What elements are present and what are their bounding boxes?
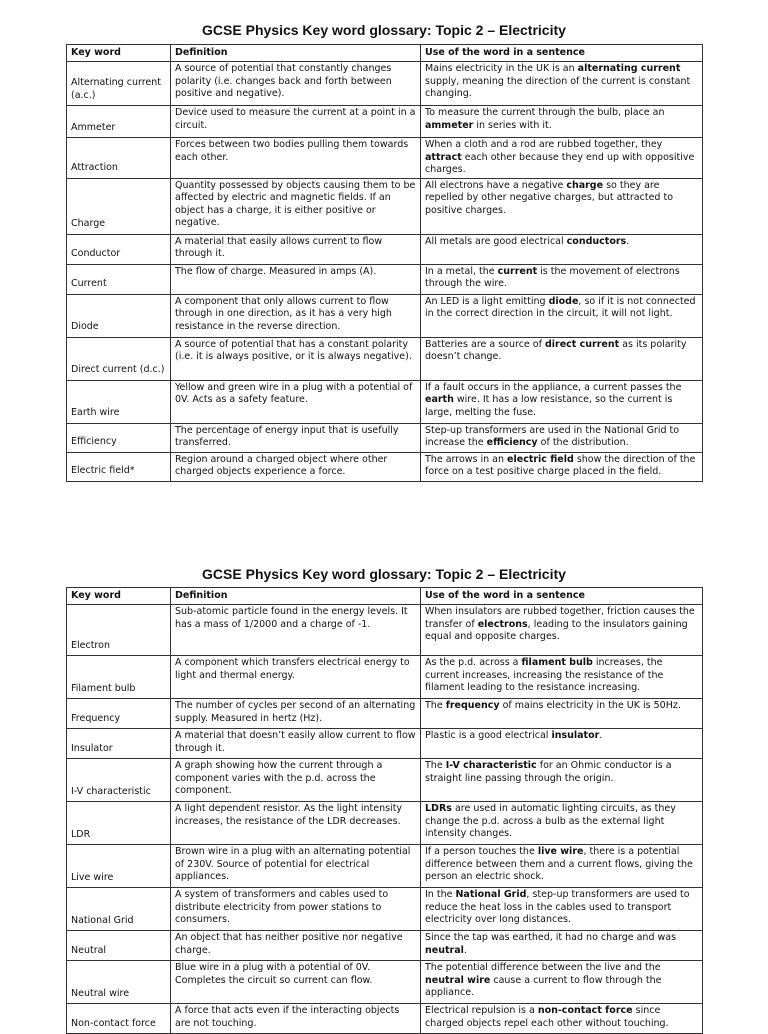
sentence-text: , so if it is not connected in the correct direction in the circuit, it will not light. [425, 295, 696, 319]
key-word-cell: Earth wire [67, 380, 171, 423]
definition-cell: A source of potential that has a constant polarity (i.e. it is always positive, or it is always negative). [171, 337, 421, 380]
definition-cell: A source of potential that constantly changes polarity (i.e. changes back and forth between positive and negative). [171, 62, 421, 106]
key-word-highlight: electric field [507, 453, 574, 465]
sentence-cell [421, 294, 703, 337]
glossary-table [66, 587, 703, 1034]
sentence-text: as its polarity doesn’t change. [425, 338, 687, 362]
sentence-text: is the movement of electrons through the wire. [425, 265, 680, 289]
table-row [67, 234, 703, 264]
header-sentence: Use of the word in a sentence [421, 588, 703, 605]
table-row [67, 178, 703, 234]
table-header-row [67, 45, 703, 62]
key-word-cell: Attraction [67, 138, 171, 179]
table-row [67, 888, 703, 931]
sentence-cell [421, 888, 703, 931]
key-word-cell: Conductor [67, 234, 171, 264]
key-word-highlight: attract [425, 151, 462, 163]
key-word-cell: Neutral wire [67, 961, 171, 1004]
sentence-cell [421, 138, 703, 179]
key-word-highlight: conductors [566, 235, 627, 247]
header-definition: Definition [171, 588, 421, 605]
key-word-highlight: electrons [477, 618, 528, 630]
key-word-highlight: LDRs [425, 803, 452, 814]
sentence-cell [421, 264, 703, 294]
sentence-text: In a metal, the [425, 265, 498, 277]
table-row [67, 62, 703, 106]
sentence-text: so they are repelled by other negative charges, but attracted to positive charges. [425, 179, 674, 216]
sentence-text: of mains electricity in the UK is 50Hz. [499, 700, 681, 711]
definition-cell: A material that doesn’t easily allow current to flow through it. [171, 729, 421, 759]
sentence-cell [421, 234, 703, 264]
key-word-cell: Diode [67, 294, 171, 337]
key-word-cell: Electron [67, 605, 171, 656]
sentence-text: To measure the current through the bulb, place an [425, 107, 665, 118]
sentence-text: The [425, 760, 446, 771]
definition-cell: A graph showing how the current through a component varies with the p.d. across the component. [171, 759, 421, 802]
sentence-text: show the direction of the force on a test positive charge placed in the field. [425, 453, 696, 477]
sentence-cell [421, 656, 703, 699]
table-body [67, 62, 703, 482]
sentence-text: Mains electricity in the UK is an [425, 63, 578, 74]
sentence-text: . [463, 944, 467, 956]
key-word-highlight: frequency [445, 700, 500, 711]
header-key-word: Key word [67, 45, 171, 62]
sentence-text: If a person touches the [425, 846, 538, 857]
sentence-cell [421, 380, 703, 423]
table-body [67, 605, 703, 1034]
sentence-text: In the [425, 889, 456, 900]
key-word-highlight: diode [548, 295, 579, 307]
definition-cell: Device used to measure the current at a point in a circuit. [171, 106, 421, 138]
key-word-cell: National Grid [67, 888, 171, 931]
table-row [67, 138, 703, 179]
definition-cell: A component that only allows current to flow through in one direction, as it has a very high resistance in the reverse direction. [171, 294, 421, 337]
key-word-cell: Alternating current (a.c.) [67, 62, 171, 106]
sentence-text: are used in automatic lighting circuits, as they change the p.d. across a bulb as the external light intensity changes. [425, 803, 676, 839]
table-row [67, 729, 703, 759]
key-word-cell: Insulator [67, 729, 171, 759]
header-key-word: Key word [67, 588, 171, 605]
sentence-text: in series with it. [473, 119, 552, 131]
sentence-cell [421, 337, 703, 380]
sentence-text: Since the tap was earthed, it had no charge and was [425, 932, 677, 943]
sentence-cell [421, 423, 703, 452]
key-word-highlight: filament bulb [521, 657, 593, 668]
table-row [67, 337, 703, 380]
sentence-text: wire. It has a low resistance, so the current is large, melting the fuse. [425, 394, 673, 418]
key-word-highlight: alternating current [577, 63, 681, 74]
table-row [67, 294, 703, 337]
definition-cell: Quantity possessed by objects causing them to be affected by electric and magnetic fields. If an object has a charge, it is either positive or negative. [171, 178, 421, 234]
table-row [67, 845, 703, 888]
sentence-cell [421, 452, 703, 481]
key-word-cell: Frequency [67, 699, 171, 729]
sentence-cell [421, 699, 703, 729]
table-row [67, 264, 703, 294]
table-row [67, 802, 703, 845]
key-word-cell: Non-contact force [67, 1004, 171, 1034]
key-word-highlight: I-V characteristic [445, 760, 537, 771]
key-word-cell: Neutral [67, 931, 171, 961]
sentence-text: , leading to the insulators gaining equal and opposite charges. [425, 618, 688, 642]
definition-cell: A material that easily allows current to flow through it. [171, 234, 421, 264]
table-row [67, 452, 703, 481]
sentence-text: When a cloth and a rod are rubbed together, they [425, 139, 663, 150]
key-word-highlight: charge [566, 179, 604, 191]
sentence-text: An LED is a light emitting [425, 295, 549, 307]
key-word-cell: Charge [67, 178, 171, 234]
definition-cell: The number of cycles per second of an alternating supply. Measured in hertz (Hz). [171, 699, 421, 729]
sentence-cell [421, 1004, 703, 1034]
key-word-cell: I-V characteristic [67, 759, 171, 802]
sentence-text: The potential difference between the live and the [425, 962, 661, 973]
sentence-cell [421, 845, 703, 888]
key-word-highlight: ammeter [425, 119, 474, 131]
sentence-text: When insulators are rubbed together, friction causes the transfer of [425, 606, 695, 630]
definition-cell: A light dependent resistor. As the light intensity increases, the resistance of the LDR decreases. [171, 802, 421, 845]
sentence-text: of the distribution. [537, 437, 629, 448]
sentence-text: for an Ohmic conductor is a straight line passing through the origin. [425, 760, 672, 784]
sentence-cell [421, 961, 703, 1004]
key-word-cell: LDR [67, 802, 171, 845]
key-word-highlight: insulator [551, 730, 600, 741]
glossary-title: GCSE Physics Key word glossary: Topic 2 – Electricity [202, 566, 566, 582]
key-word-cell: Electric field* [67, 452, 171, 481]
key-word-cell: Direct current (d.c.) [67, 337, 171, 380]
sentence-text: , step-up transformers are used to reduce the heat loss in the cables used to transport electricity over long distances. [425, 889, 690, 925]
sentence-text: If a fault occurs in the appliance, a current passes the [425, 381, 682, 393]
definition-cell: The flow of charge. Measured in amps (A). [171, 264, 421, 294]
sentence-text: All electrons have a negative [425, 179, 567, 191]
table-row [67, 1004, 703, 1034]
sentence-text: supply, meaning the direction of the current is constant changing. [425, 75, 691, 99]
sentence-cell [421, 931, 703, 961]
sentence-cell [421, 605, 703, 656]
sentence-text: Step-up transformers are used in the National Grid to increase the [425, 424, 680, 448]
sentence-cell [421, 729, 703, 759]
key-word-highlight: National Grid [455, 889, 527, 900]
glossary-title: GCSE Physics Key word glossary: Topic 2 – Electricity [202, 22, 566, 38]
definition-cell: Sub-atomic particle found in the energy levels. It has a mass of 1/2000 and a charge of -1. [171, 605, 421, 656]
sentence-cell [421, 759, 703, 802]
table-row [67, 699, 703, 729]
sentence-text: cause a current to flow through the appliance. [425, 974, 662, 998]
definition-cell: Yellow and green wire in a plug with a potential of 0V. Acts as a safety feature. [171, 380, 421, 423]
key-word-cell: Current [67, 264, 171, 294]
table-row [67, 931, 703, 961]
table-row [67, 605, 703, 656]
key-word-highlight: direct current [544, 338, 620, 350]
table-row [67, 423, 703, 452]
table-row [67, 961, 703, 1004]
glossary-table [66, 44, 703, 482]
key-word-cell: Live wire [67, 845, 171, 888]
sentence-text: Batteries are a source of [425, 338, 545, 350]
sentence-text: . [599, 730, 603, 741]
sentence-cell [421, 178, 703, 234]
header-sentence: Use of the word in a sentence [421, 45, 703, 62]
definition-cell: The percentage of energy input that is usefully transferred. [171, 423, 421, 452]
key-word-highlight: efficiency [486, 437, 538, 448]
sentence-text: The arrows in an [425, 453, 508, 465]
key-word-highlight: neutral [425, 944, 464, 956]
sentence-cell [421, 62, 703, 106]
sentence-text: All metals are good electrical [425, 235, 567, 247]
definition-cell: Region around a charged object where other charged objects experience a force. [171, 452, 421, 481]
definition-cell: An object that has neither positive nor negative charge. [171, 931, 421, 961]
definition-cell: Blue wire in a plug with a potential of 0V. Completes the circuit so current can flow. [171, 961, 421, 1004]
table-row [67, 106, 703, 138]
header-definition: Definition [171, 45, 421, 62]
key-word-highlight: non-contact force [537, 1005, 633, 1016]
sentence-text: since charged objects repel each other without touching. [425, 1005, 669, 1029]
table-header-row [67, 588, 703, 605]
sentence-cell [421, 802, 703, 845]
key-word-highlight: current [497, 265, 538, 277]
sentence-text: Electrical repulsion is a [425, 1005, 538, 1016]
definition-cell: Brown wire in a plug with an alternating potential of 230V. Source of potential for electrical appliances. [171, 845, 421, 888]
sentence-text: . [626, 235, 630, 247]
key-word-cell: Efficiency [67, 423, 171, 452]
sentence-text: , there is a potential difference between them and a current flows, giving the person an electric shock. [425, 846, 693, 882]
sentence-text: The [425, 700, 446, 711]
definition-cell: A component which transfers electrical energy to light and thermal energy. [171, 656, 421, 699]
key-word-cell: Ammeter [67, 106, 171, 138]
sentence-text: each other because they end up with oppositive charges. [425, 151, 695, 175]
sentence-text: As the p.d. across a [425, 657, 522, 668]
table-row [67, 656, 703, 699]
sentence-cell [421, 106, 703, 138]
key-word-cell: Filament bulb [67, 656, 171, 699]
sentence-text: increases, the current increases, increasing the resistance of the filament leading to the resistance increasing. [425, 657, 664, 693]
sentence-text: Plastic is a good electrical [425, 730, 552, 741]
definition-cell: Forces between two bodies pulling them towards each other. [171, 138, 421, 179]
definition-cell: A system of transformers and cables used to distribute electricity from power stations to consumers. [171, 888, 421, 931]
table-row [67, 380, 703, 423]
definition-cell: A force that acts even if the interacting objects are not touching. [171, 1004, 421, 1034]
key-word-highlight: live wire [537, 846, 584, 857]
table-row [67, 759, 703, 802]
key-word-highlight: earth [425, 394, 454, 405]
key-word-highlight: neutral wire [425, 974, 491, 986]
